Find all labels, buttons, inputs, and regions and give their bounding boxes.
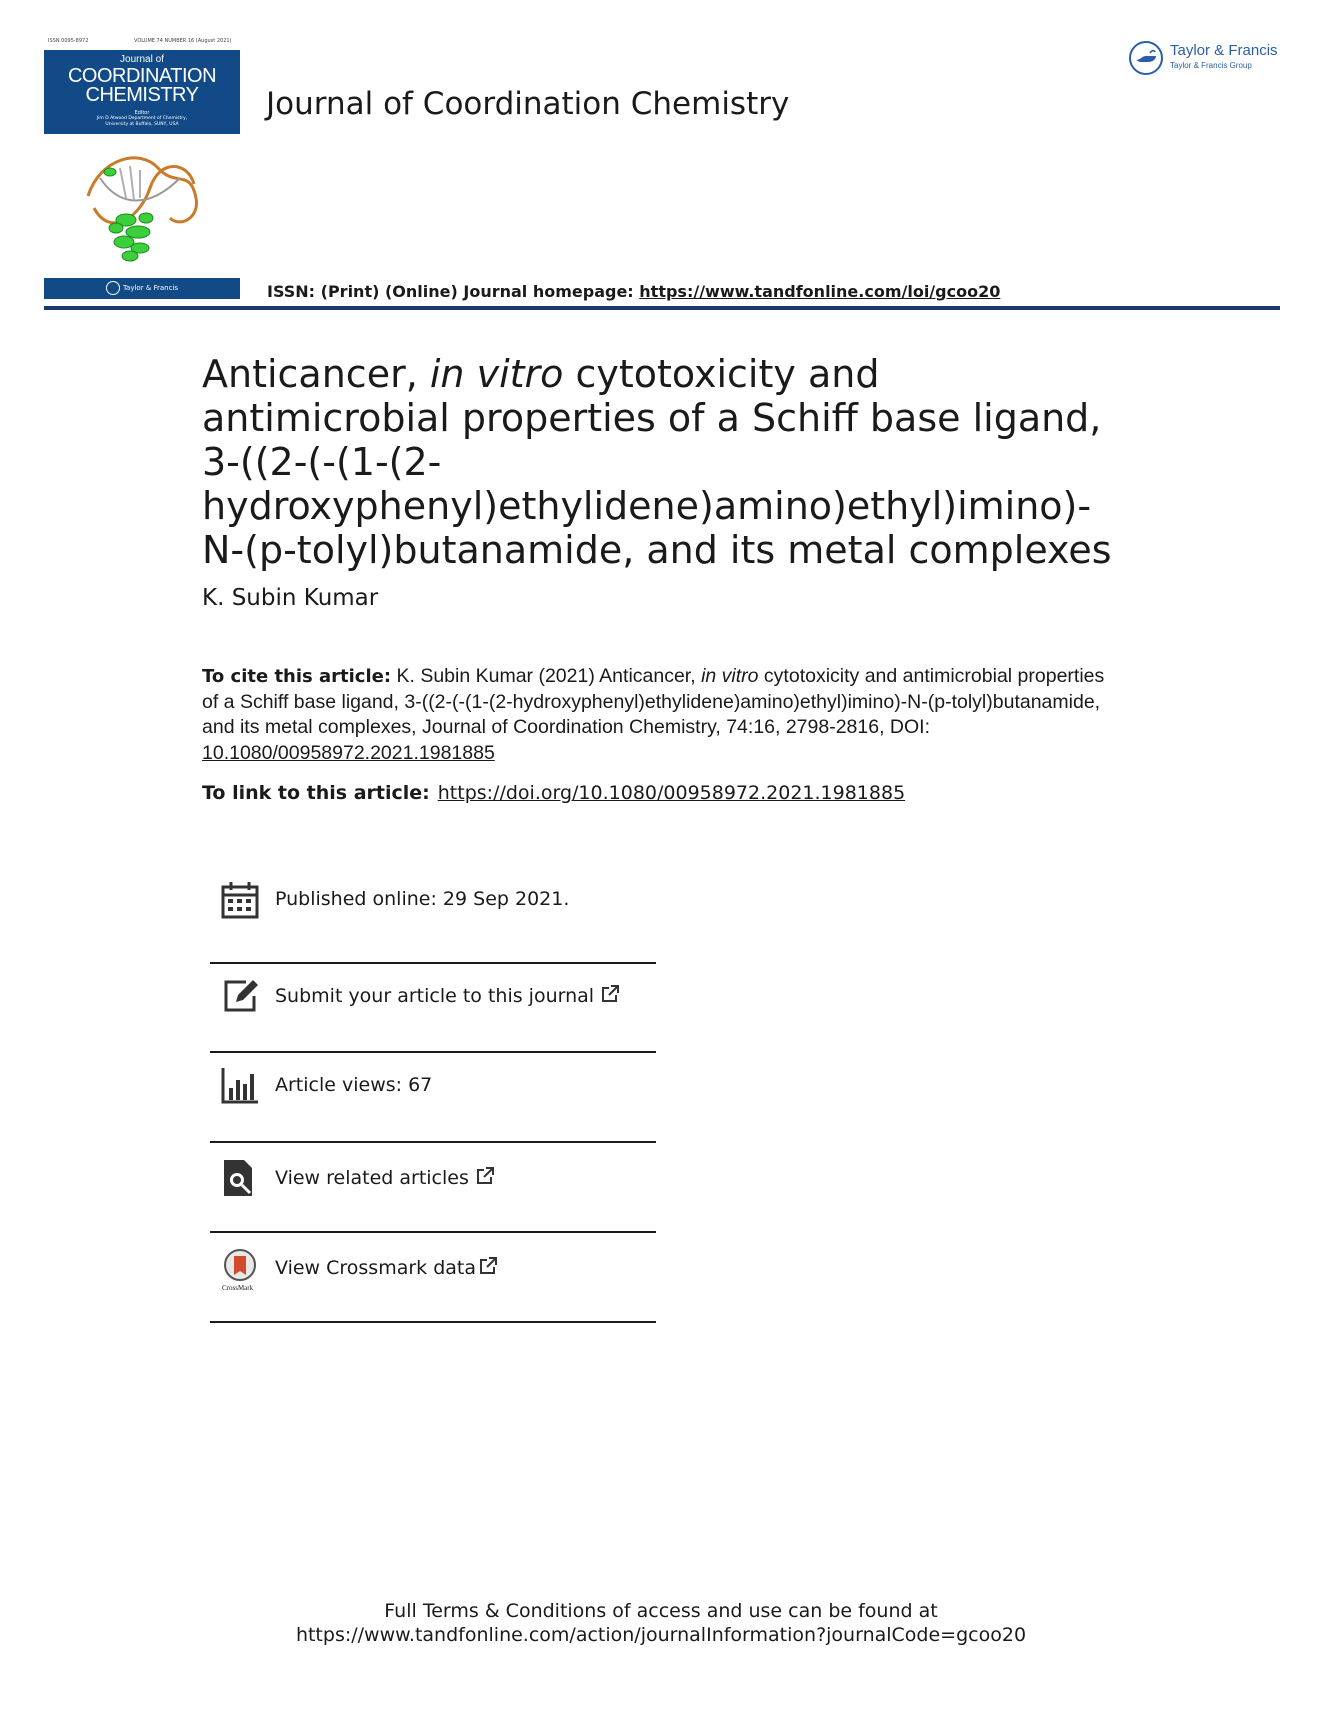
- article-title-part2: cytotoxicity and antimicrobial properties of a Schiff base ligand, 3-((2-(-(1-(2-hydroxyphenyl)ethylidene)amino)ethyl)imino)-N-(p-tolyl)butanamide, and its metal complexes: [202, 352, 1112, 572]
- article-title-italic: in vitro: [429, 352, 564, 396]
- cover-title-line2: CHEMISTRY: [85, 84, 199, 106]
- published-online-text: Published online: 29 Sep 2021.: [275, 888, 570, 910]
- issn-homepage-line: [267, 282, 1000, 301]
- publisher-name: Taylor & Francis: [1170, 42, 1278, 59]
- external-link-icon: [475, 1166, 495, 1186]
- taylor-francis-lamp-icon: [1128, 40, 1164, 76]
- publisher-group: Taylor & Francis Group: [1170, 61, 1252, 70]
- related-articles-label: View related articles: [275, 1167, 469, 1189]
- cover-publisher-band: [44, 278, 240, 299]
- cover-publisher-name: Taylor & Francis: [122, 284, 179, 292]
- cover-editor-line1: Jim D Atwood Department of Chemistry,: [96, 116, 188, 121]
- cover-editor-label: Editor: [134, 110, 150, 116]
- edit-note-icon: [220, 976, 260, 1016]
- submit-article-link[interactable]: [275, 984, 620, 1007]
- calendar-icon: [220, 880, 260, 920]
- info-divider: [210, 962, 656, 964]
- published-online-row: [210, 880, 656, 968]
- cover-editor-line2: University at Buffalo, SUNY, USA: [105, 122, 179, 127]
- article-title: [202, 352, 1122, 572]
- cover-title-line1: COORDINATION: [67, 65, 217, 87]
- info-divider: [210, 1141, 656, 1143]
- bar-chart-icon: [220, 1066, 260, 1106]
- citation-text-italic: in vitro: [701, 665, 759, 687]
- crossmark-caption: CrossMark: [222, 1284, 254, 1292]
- submit-article-label: Submit your article to this journal: [275, 985, 595, 1007]
- article-views-text: Article views: 67: [275, 1074, 433, 1096]
- footer-terms-url[interactable]: https://www.tandfonline.com/action/journalInformation?journalCode=gcoo20: [295, 1624, 1027, 1646]
- citation-doi-link[interactable]: 10.1080/00958972.2021.1981885: [202, 741, 495, 764]
- article-title-part1: Anticancer,: [202, 352, 430, 396]
- info-divider: [210, 1051, 656, 1053]
- article-link-line: [202, 782, 905, 804]
- journal-homepage-link[interactable]: https://www.tandfonline.com/loi/gcoo20: [639, 282, 1001, 301]
- cover-volume: VOLUME 74 NUMBER 16 (August 2021): [134, 38, 232, 44]
- cover-journal-of: Journal of: [120, 54, 164, 65]
- article-link-label: To link to this article:: [202, 782, 430, 804]
- citation-label: To cite this article:: [202, 666, 392, 687]
- citation-text-part1: K. Subin Kumar (2021) Anticancer,: [391, 665, 702, 687]
- external-link-icon: [600, 984, 620, 1004]
- article-doi-url[interactable]: https://doi.org/10.1080/00958972.2021.1981885: [437, 782, 906, 804]
- info-divider: [210, 1231, 656, 1233]
- issn-label: ISSN: (Print) (Online) Journal homepage:: [267, 282, 640, 301]
- related-articles-link[interactable]: [275, 1166, 495, 1189]
- citation-block: [202, 664, 1122, 766]
- crossmark-label: View Crossmark data: [275, 1257, 477, 1279]
- info-divider: [210, 1321, 656, 1323]
- citation-text-part2: cytotoxicity and antimicrobial properties of a Schiff base ligand, 3-((2-(-(1-(2-hydroxyphenyl)ethylidene)amino)ethyl)imino)-N-(p-tolyl)butanamide, and its metal complexes, Journal of Coordination Chemistry, 74:16, 2798-2816, DOI:: [202, 665, 1105, 738]
- cover-publisher-logo-icon: [106, 281, 120, 295]
- footer-terms: Full Terms & Conditions of access and use can be found at: [384, 1600, 938, 1622]
- article-author: K. Subin Kumar: [202, 585, 379, 611]
- document-search-icon: [220, 1158, 260, 1198]
- journal-title: Journal of Coordination Chemistry: [266, 86, 790, 122]
- external-link-icon: [478, 1256, 498, 1276]
- publisher-logo[interactable]: [1128, 38, 1288, 78]
- cover-issn: ISSN 0095-8972: [48, 38, 89, 44]
- header-divider: [44, 306, 1280, 310]
- crossmark-link[interactable]: [275, 1256, 498, 1279]
- cover-title-band: [44, 50, 240, 134]
- cover-molecule-image: [80, 148, 204, 264]
- journal-cover: [44, 38, 240, 134]
